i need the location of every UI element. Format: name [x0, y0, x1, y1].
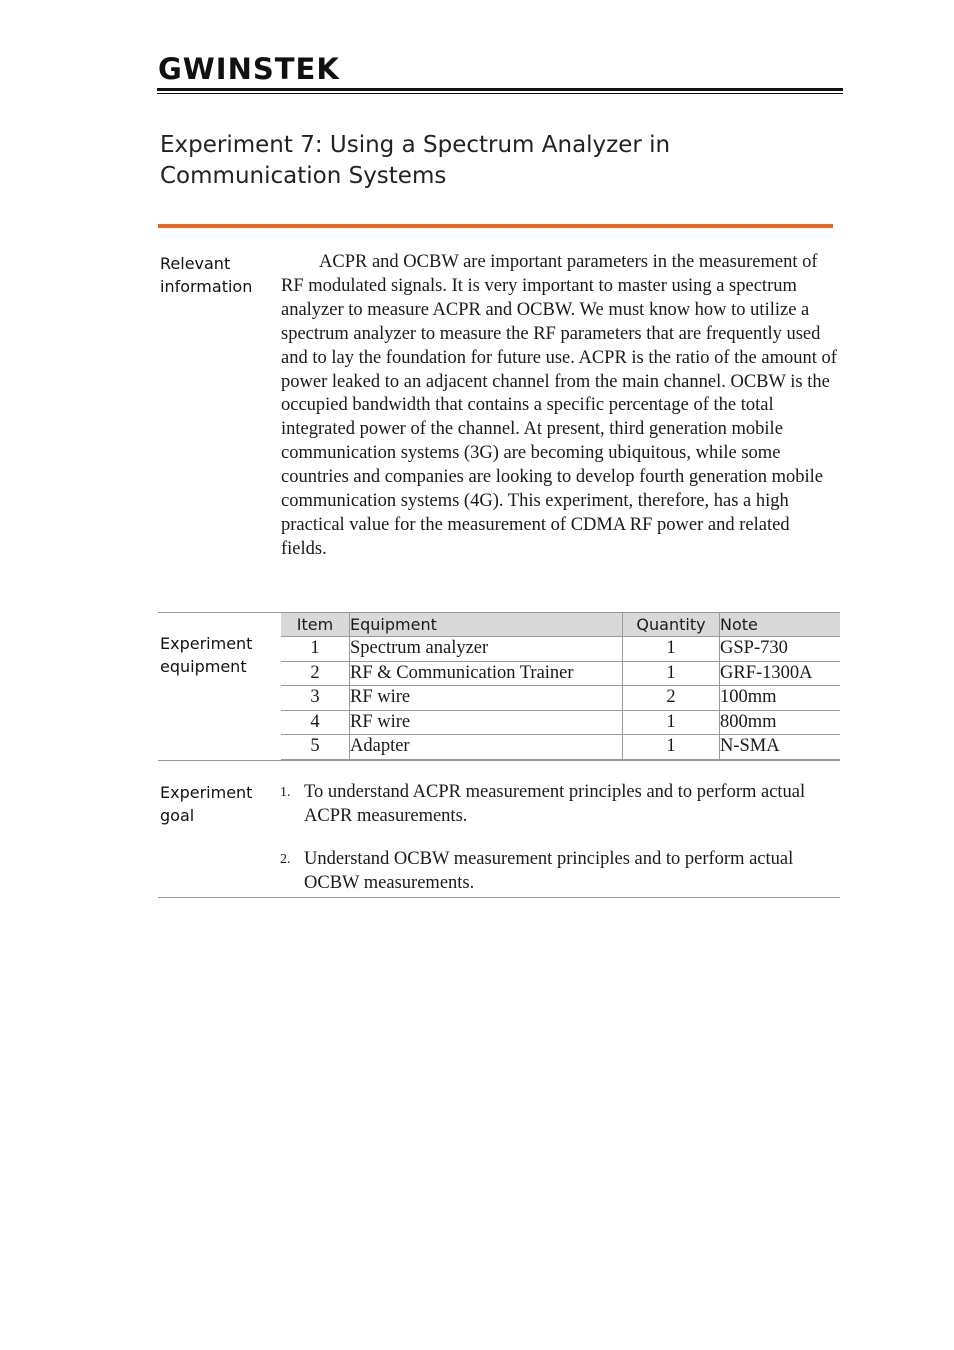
cell-note: 100mm: [720, 686, 841, 711]
cell-equipment: Adapter: [350, 735, 623, 760]
goal-list: [280, 780, 840, 895]
experiment-goal-label: Experiment goal: [160, 783, 253, 825]
cell-item: 5: [281, 735, 350, 760]
cell-quantity: 2: [623, 686, 720, 711]
section-divider: [158, 760, 840, 761]
cell-note: N-SMA: [720, 735, 841, 760]
cell-item: 2: [281, 661, 350, 686]
cell-equipment: RF & Communication Trainer: [350, 661, 623, 686]
table-row: [281, 710, 840, 735]
cell-note: 800mm: [720, 710, 841, 735]
header-rule-thin: [157, 93, 843, 94]
cell-item: 3: [281, 686, 350, 711]
column-header-equipment: Equipment: [350, 613, 623, 637]
cell-quantity: 1: [623, 735, 720, 760]
cell-equipment: RF wire: [350, 710, 623, 735]
table-row: [281, 637, 840, 662]
list-item-text: To understand ACPR measurement principles and to perform actual ACPR measurements.: [304, 782, 806, 826]
table-row: [281, 661, 840, 686]
column-header-item: Item: [281, 613, 350, 637]
section-divider: [158, 897, 840, 898]
brand-logo: GWINSTEK: [158, 52, 340, 86]
cell-equipment: Spectrum analyzer: [350, 637, 623, 662]
cell-item: 1: [281, 637, 350, 662]
list-item-number: 1.: [280, 785, 291, 800]
cell-quantity: 1: [623, 710, 720, 735]
header-rule-thick: [157, 88, 843, 91]
cell-note: GSP-730: [720, 637, 841, 662]
cell-quantity: 1: [623, 637, 720, 662]
table-row: [281, 735, 840, 760]
relevant-information-text: ACPR and OCBW are important parameters in the measurement of RF modulated signals. It is very important to master using a spectrum analyzer to measure ACPR and OCBW. We must know how to utilize a spectrum analyzer to measure the RF parameters that are frequently used and to lay the foundation for future use. ACPR is the ratio of the amount of power leaked to an adjacent channel from the main channel. OCBW is the occupied bandwidth that contains a specific percentage of the total integrated power of the channel. At present, third generation mobile communication systems (3G) are becoming ubiquitous, while some countries and companies are looking to develop fourth generation mobile communication systems (4G). This experiment, therefore, has a high practical value for the measurement of CDMA RF power and related fields.: [281, 252, 837, 559]
column-header-quantity: Quantity: [623, 613, 720, 637]
cell-equipment: RF wire: [350, 686, 623, 711]
list-item-text: Understand OCBW measurement principles and to perform actual OCBW measurements.: [304, 849, 794, 893]
equipment-table: [281, 613, 840, 760]
table-row: [281, 686, 840, 711]
cell-quantity: 1: [623, 661, 720, 686]
page-title: Experiment 7: Using a Spectrum Analyzer in Communication Systems: [160, 132, 671, 189]
table-header-row: [281, 613, 840, 637]
list-item-number: 2.: [280, 852, 291, 867]
title-accent-rule: [158, 224, 833, 228]
cell-item: 4: [281, 710, 350, 735]
experiment-equipment-label: Experiment equipment: [160, 634, 253, 676]
list-item: [280, 847, 840, 895]
relevant-information-label: Relevant information: [160, 254, 253, 296]
column-header-note: Note: [720, 613, 841, 637]
cell-note: GRF-1300A: [720, 661, 841, 686]
list-item: [280, 780, 840, 828]
